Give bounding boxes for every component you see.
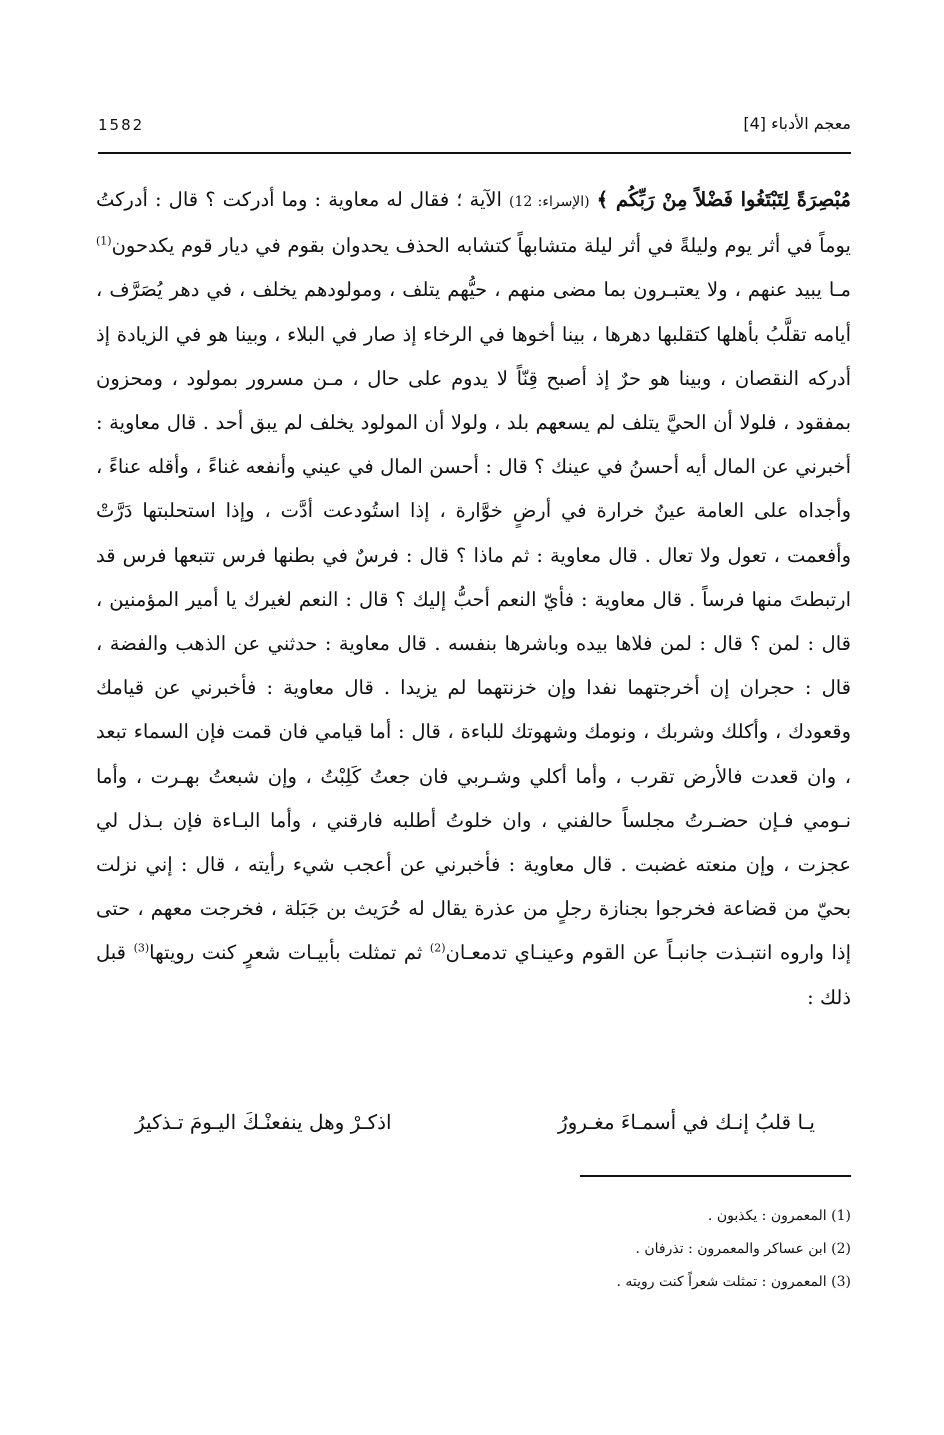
footnote-1: (1) المعمرون : يكذبون .: [707, 1208, 851, 1224]
poem-verse: [135, 1110, 815, 1150]
footnote-marker-1: (1): [96, 234, 112, 248]
footnote-3: (3) المعمرون : تمثلت شعراً كنت رويته .: [616, 1274, 851, 1290]
footnotes-list: [451, 1200, 851, 1299]
paragraph-part: الآية ؛ فقال له معاوية : وما أدركت ؟ قال : أدركتُ يوماً في أثر يوم وليلةً في أثر ليلة متشابهاً كتشابه الحذف يحدوان بقوم في ديار قوم يكدحون: [96, 188, 851, 258]
footnote-marker-2: (2): [429, 941, 446, 955]
footnote-2: (2) ابن عساكر والمعمرون : تذرفان .: [635, 1241, 851, 1257]
verse-reference: (الإسراء: 12): [509, 194, 590, 210]
footnote-marker-3: (3): [133, 941, 150, 955]
main-text: [96, 178, 851, 1020]
paragraph-part: ثم تمثلت بأبيـات شعرٍ كنت رويتها: [149, 941, 430, 965]
poem-second-hemistich: اذكـرْ وهل ينفعنْـكَ اليـومَ تـذكيرُ: [135, 1110, 392, 1134]
quran-verse: مُبْصِرَةً لِتَبْتَغُوا فَضْلاً مِنْ رَبِّكُم ﴾: [596, 188, 851, 211]
footnote-divider: [580, 1175, 851, 1177]
page-number: 1582: [98, 116, 145, 134]
book-title: معجم الأدباء [4]: [743, 114, 851, 133]
page-header: [98, 114, 851, 148]
paragraph-part: قبل ذلك :: [96, 941, 851, 1009]
header-divider: [98, 152, 851, 154]
paragraph-part: مـا يبيد عنهم ، ولا يعتبـرون بما مضى منهم ، حيُّهم يتلف ، ومولودهم يخلف ، في دهر يُصَرَّف ، أيامه تقلَّبُ بأهلها كتقلبها دهرها ، بينا أخوها في الرخاء إذ صار في البلاء ، وبينا هو في الزيادة إذ أدركه النقصان ، وبينا هو حرٌ إذ أصبح قِنّاً لا يدوم على حال ، مـن مسرور بمولود ، ومحزون بمفقود ، فلولا أن الحيَّ يتلف لم يسعهم بلد ، ولولا أن المولود يخلف لم يبق أحد . قال معاوية : أخبرني عن المال أيه أحسنُ في عينك ؟ قال : أحسن المال في عيني وأنفعه غناءً ، وأقله عناءً ، وأجداه على العامة عينٌ خرارة في أرضٍ خوَّارة ، إذا استُودعت أدَّت ، وإذا استحلبتها دَرَّتْ وأفعمت ، تعول ولا تعال . قال معاوية : ثم ماذا ؟ قال : فرسٌ في بطنها فرس تتبعها فرس قد ارتبطتَ منها فرساً . قال معاوية : فأيّ النعم أحبُّ إليك ؟ قال : النعم لغيرك يا أمير المؤمنين ، قال : لمن ؟ قال : لمن فلاها بيده وباشرها بنفسه . قال معاوية : حدثني عن الذهب والفضة ، قال : حجران إن أخرجتهما نفدا وإن خزنتهما لم يزيدا . قال معاوية : فأخبرني عن قيامك وقعودك ، وأكلك وشربك ، ونومك وشهوتك للباءة ، قال : أما قيامي فان قمت فإن السماء تبعد ، وان قعدت فالأرض تقرب ، وأما أكلي وشـربي فان جعتُ كَلِبْتُ ، وإن شبعتُ بهـرت ، وأما نـومي فـإن حضـرتُ مجلساً حالفني ، وان خلوتُ أطلبه فارقني ، وأما البـاءة فإن بـذل لي عجزت ، وإن منعته غضبت . قال معاوية : فأخبرني عن أعجب شيء رأيته ، قال : إني نزلت بحيّ من قضاعة فخرجوا بجنازة رجلٍ من عذرة يقال له حُرَيث بن جَبَلة ، فخرجت معهم ، حتى إذا واروه انتبـذت جانبـاً عن القوم وعينـاي تدمعـان: [96, 278, 852, 965]
poem-first-hemistich: يـا قلبُ إنـك في أسمـاءَ مغـرورُ: [557, 1110, 815, 1134]
